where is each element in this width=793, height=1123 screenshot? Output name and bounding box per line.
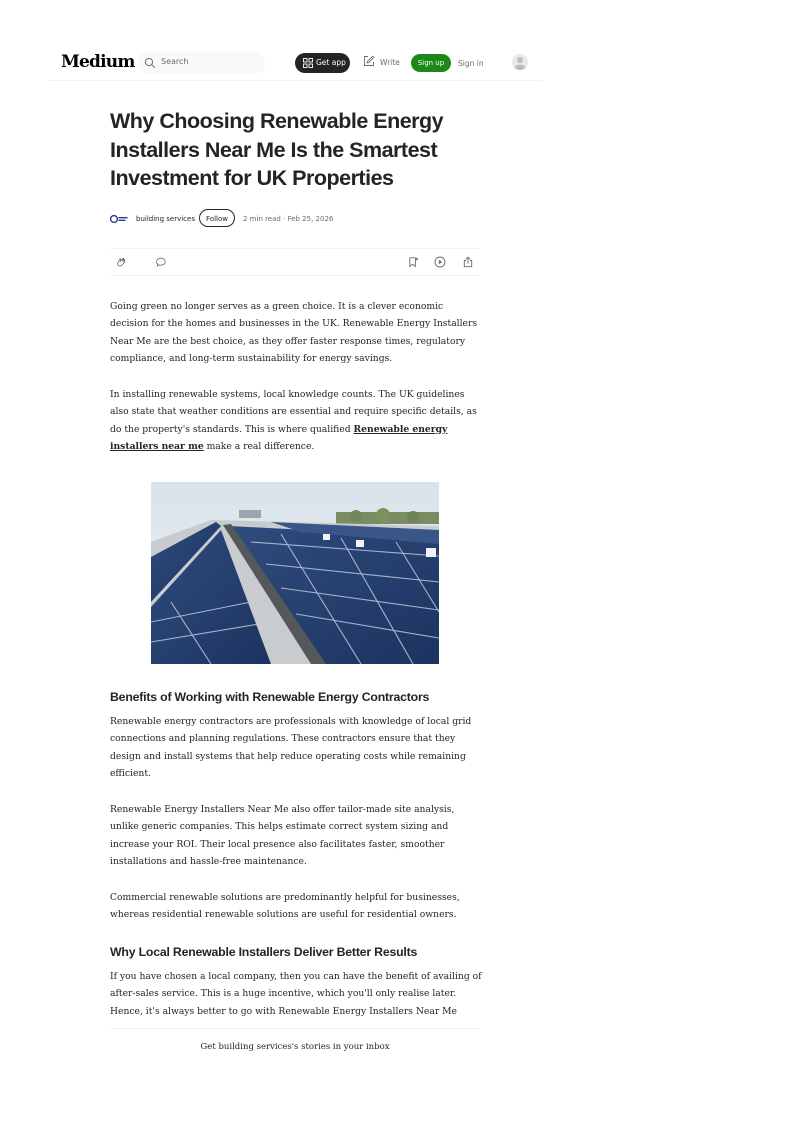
search-input[interactable]: Search — [161, 57, 189, 66]
author-name[interactable]: building services — [136, 215, 195, 223]
byline — [110, 209, 490, 229]
paragraph-2-tail: make a real difference. — [203, 441, 315, 453]
user-icon — [512, 54, 528, 70]
sign-in-link[interactable]: Sign in — [458, 59, 484, 68]
read-time: 2 min read — [243, 215, 281, 223]
publication-logo[interactable] — [110, 214, 128, 224]
get-app-label: Get app — [316, 58, 346, 67]
top-navigation-bar — [48, 44, 542, 81]
article-paragraph-1: Going green no longer serves as a green choice. It is a clever economic decision for the homes and businesses in the UK. Renewable Energy Installers Near Me are the best choice, as they offer faster response times, regulatory compliance, and long-term sustainability for energy savings. — [110, 301, 478, 365]
get-app-button[interactable] — [295, 53, 350, 73]
article-paragraph-2 — [110, 386, 482, 456]
article-paragraph-5: Commercial renewable solutions are predominantly helpful for businesses, whereas residential renewable solutions are useful for residential owners. — [110, 892, 460, 921]
section-heading-benefits: Benefits of Working with Renewable Energy Contractors — [110, 690, 430, 704]
renewable-installers-link[interactable]: Renewable energy installers near me — [110, 423, 448, 453]
write-label: Write — [380, 58, 400, 67]
article-paragraph-3: Renewable energy contractors are professionals with knowledge of local grid connections and planning regulations. These contractors ensure that they design and install systems that help reduce operating costs while remaining efficient. — [110, 716, 472, 780]
user-avatar[interactable] — [512, 54, 528, 70]
medium-logo[interactable]: Medium — [61, 52, 135, 72]
clap-icon[interactable] — [115, 256, 127, 268]
write-icon — [363, 55, 375, 67]
article-action-bar — [110, 248, 480, 276]
play-icon[interactable] — [434, 256, 446, 268]
bookmark-icon[interactable] — [407, 256, 419, 268]
paragraph-2-text: In installing renewable systems, local knowledge counts. The UK guidelines also state that weather conditions are essential and require specific details, as do the property's standards. This is where qualified — [110, 389, 477, 435]
grid-icon — [303, 58, 313, 68]
sign-up-button[interactable]: Sign up — [411, 54, 451, 72]
publish-date: Feb 25, 2026 — [287, 215, 334, 223]
article-paragraph-6: If you have chosen a local company, then you can have the benefit of availing of after-sales service. This is a huge incentive, which you'll only realise later. Hence, it's always better to go with Renewable Energy Installers Near Me — [110, 971, 482, 1017]
article-paragraph-4: Renewable Energy Installers Near Me also offer tailor-made site analysis, unlike generic companies. This helps estimate correct system sizing and increase your ROI. Their local presence also facilitates faster, smoother installations and hassle-free maintenance. — [110, 804, 455, 868]
solar-panels-image — [151, 482, 439, 664]
comment-icon[interactable] — [155, 256, 167, 268]
search-box[interactable] — [137, 52, 265, 74]
article-title: Why Choosing Renewable Energy Installers Near Me Is the Smartest Investment for UK Properties — [110, 109, 444, 190]
divider — [110, 1028, 480, 1029]
share-icon[interactable] — [462, 256, 474, 268]
search-icon — [144, 57, 156, 69]
newsletter-cta[interactable]: Get building services's stories in your inbox — [200, 1042, 390, 1052]
read-meta: 2 min read · Feb 25, 2026 — [243, 215, 334, 223]
section-heading-local-installers: Why Local Renewable Installers Deliver Better Results — [110, 945, 418, 959]
follow-button[interactable]: Follow — [199, 209, 235, 227]
